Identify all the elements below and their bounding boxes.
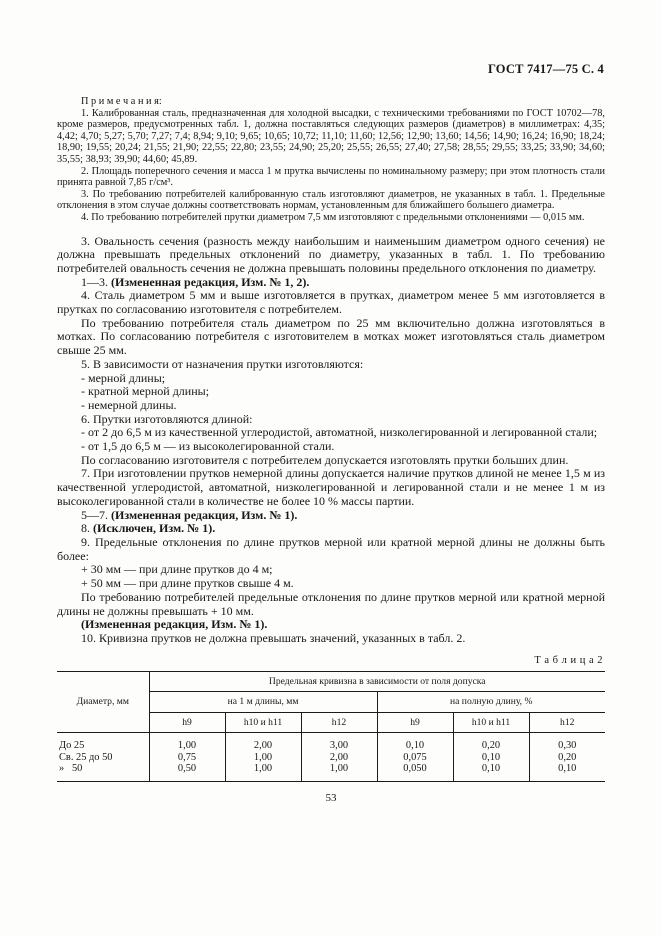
paragraph-emphasis: (Исключен, Изм. № 1). (93, 521, 216, 536)
paragraph (57, 276, 605, 290)
curvature-table (57, 671, 605, 782)
paragraph: 5. В зависимости от назначения прутки изготовляются: (81, 356, 364, 371)
group-header-per-meter: на 1 м длины, мм (149, 692, 377, 713)
table-body (57, 733, 605, 782)
row-label: » 50 (59, 763, 83, 775)
table-cell: 0,20 (529, 752, 605, 764)
paragraph-prefix: 5—7. (81, 507, 111, 522)
group-header-full-length: на полную длину, % (377, 692, 605, 713)
table-header (57, 671, 605, 733)
table-row (57, 763, 605, 781)
paragraph: 4. Сталь диаметром 5 мм и выше изготовляется в прутках, диаметром менее 5 мм изготовляется в прутках по согласованию изготовителя с потребителем. (57, 288, 605, 317)
paragraph: По требованию потребителя сталь диаметром по 25 мм включительно должна изготовляться в мотках. По согласованию потребителя с изготовителем в мотках может изготовляться сталь диаметром свыше 25 мм. (57, 315, 605, 358)
table-row (57, 752, 605, 764)
list-item: - немерной длины. (81, 397, 177, 412)
sub-header: h9 (377, 712, 453, 733)
doc-reference: ГОСТ 7417—75 С. 4 (487, 62, 604, 76)
table-cell: 0,10 (453, 752, 529, 764)
list-item: - мерной длины; (81, 370, 166, 385)
paragraph (57, 522, 605, 536)
row-label: До 25 (59, 740, 85, 752)
table-caption: Т а б л и ц а 2 (534, 654, 603, 666)
table-span-header: Предельная кривизна в зависимости от поля допуска (149, 671, 605, 692)
paragraph (57, 618, 605, 632)
table-cell: 2,00 (225, 733, 301, 752)
table-cell: 0,050 (377, 763, 453, 781)
table-cell: 3,00 (301, 733, 377, 752)
note-item: 2. Площадь поперечного сечения и масса 1 м прутка вычислены по номинальному размеру; при этом плотность стали принята равной 7,85 г/см³. (57, 165, 605, 189)
paragraph-prefix: 1—3. (81, 274, 111, 289)
table-cell: 0,10 (377, 733, 453, 752)
table-cell: 0,20 (453, 733, 529, 752)
paragraph: 7. При изготовлении прутков немерной длины допускается наличие прутков длиной не менее 1,5 м из качественной углеродистой, автоматной, низколегированной и легированной стали и не менее 1 м из высоколегированной стали в количестве не более 10 % массы партии. (57, 466, 605, 508)
table-cell: 0,10 (453, 763, 529, 781)
paragraph-emphasis: (Измененная редакция, Изм. № 1, 2). (111, 274, 310, 289)
table-cell: 0,50 (149, 763, 225, 781)
list-item: - кратной мерной длины; (81, 384, 210, 399)
paragraph: По согласованию изготовителя с потребителем допускается изготовлять прутки больших длин. (81, 452, 569, 467)
paragraph-prefix: 8. (81, 521, 93, 536)
table-cell: 2,00 (301, 752, 377, 764)
notes-title: П р и м е ч а н и я: (81, 96, 162, 107)
table-cell: 0,075 (377, 752, 453, 764)
sub-header: h10 и h11 (225, 712, 301, 733)
table-cell: 1,00 (225, 752, 301, 764)
paragraph: 6. Прутки изготовляются длиной: (81, 411, 253, 426)
list-item: + 50 мм — при длине прутков свыше 4 м. (81, 576, 294, 591)
paragraph-emphasis: (Измененная редакция, Изм. № 1). (111, 507, 298, 522)
list-item: - от 1,5 до 6,5 м — из высоколегированной стали. (81, 439, 335, 454)
page-content (57, 96, 605, 804)
paragraph: 10. Кривизна прутков не должна превышать значений, указанных в табл. 2. (81, 630, 466, 645)
sub-header: h12 (301, 712, 377, 733)
note-item: 4. По требованию потребителей прутки диаметром 7,5 мм изготовляют с предельными отклонениями — 0,015 мм. (81, 211, 585, 223)
table-cell: 1,00 (225, 763, 301, 781)
paragraph: 3. Овальность сечения (разность между наибольшим и наименьшим диаметром одного сечения) не должна превышать предельных отклонений по диаметру, указанных в табл. 1. По требованию потребителей овальность сечения не должна превышать половины предельного отклонения по диаметру. (57, 233, 605, 275)
table-cell: 0,75 (149, 752, 225, 764)
paragraph (57, 509, 605, 523)
notes-section (57, 96, 605, 224)
table-cell: 1,00 (301, 763, 377, 781)
row-label: Св. 25 до 50 (59, 751, 113, 763)
table-row (57, 733, 605, 752)
list-item: - от 2 до 6,5 м из качественной углеродистой, автоматной, низколегированной и легированной стали; (81, 425, 598, 440)
page-number: 53 (325, 791, 337, 804)
note-item: 1. Калиброванная сталь, предназначенная для холодной высадки, с техническими требованиями по ГОСТ 10702—78, кроме размеров, предусмотренных табл. 1, должна поставляться следующих размеров (диаметров) в миллиметрах: 4,35; 4,42; 4,70; 5,27; 5,70; 7,27; 7,4; 8,94; 9,10; 9,65; 10,65; 10,72; 11,10; 11,60; 12,56; 12,90; 13,60; 14,56; 14,90; 16,24; 16,90; 18,24; 18,90; 19,55; 20,24; 21,55; 21,90; 22,55; 22,80; 23,55; 24,90; 25,20; 25,55; 26,55; 27,40; 27,58; 28,55; 29,55; 33,25; 33,90; 34,60; 35,55; 38,93; 39,90; 44,60; 45,89. (57, 107, 605, 165)
sub-header: h12 (529, 712, 605, 733)
paragraph: По требованию потребителей предельные отклонения по длине прутков мерной или кратной мерной длины не должны превышать + 10 мм. (57, 589, 605, 618)
table-cell: 0,30 (529, 733, 605, 752)
col-header-diameter: Диаметр, мм (57, 671, 149, 733)
list-item: + 30 мм — при длине прутков до 4 м; (81, 562, 273, 577)
sub-header: h10 и h11 (453, 712, 529, 733)
table-cell: 0,10 (529, 763, 605, 781)
paragraph-emphasis: (Измененная редакция, Изм. № 1). (81, 617, 268, 632)
paragraph: 9. Предельные отклонения по длине прутков мерной или кратной мерной длины не должны быть более: (57, 535, 605, 563)
table-cell: 1,00 (149, 733, 225, 752)
body-section (57, 235, 605, 646)
note-item: 3. По требованию потребителей калиброванную сталь изготовляют диаметров, не указанных в табл. 1. Предельные отклонения в этом случае должны соответствовать нормам, установленным для ближайшего большего диаметра. (57, 188, 605, 212)
sub-header: h9 (149, 712, 225, 733)
